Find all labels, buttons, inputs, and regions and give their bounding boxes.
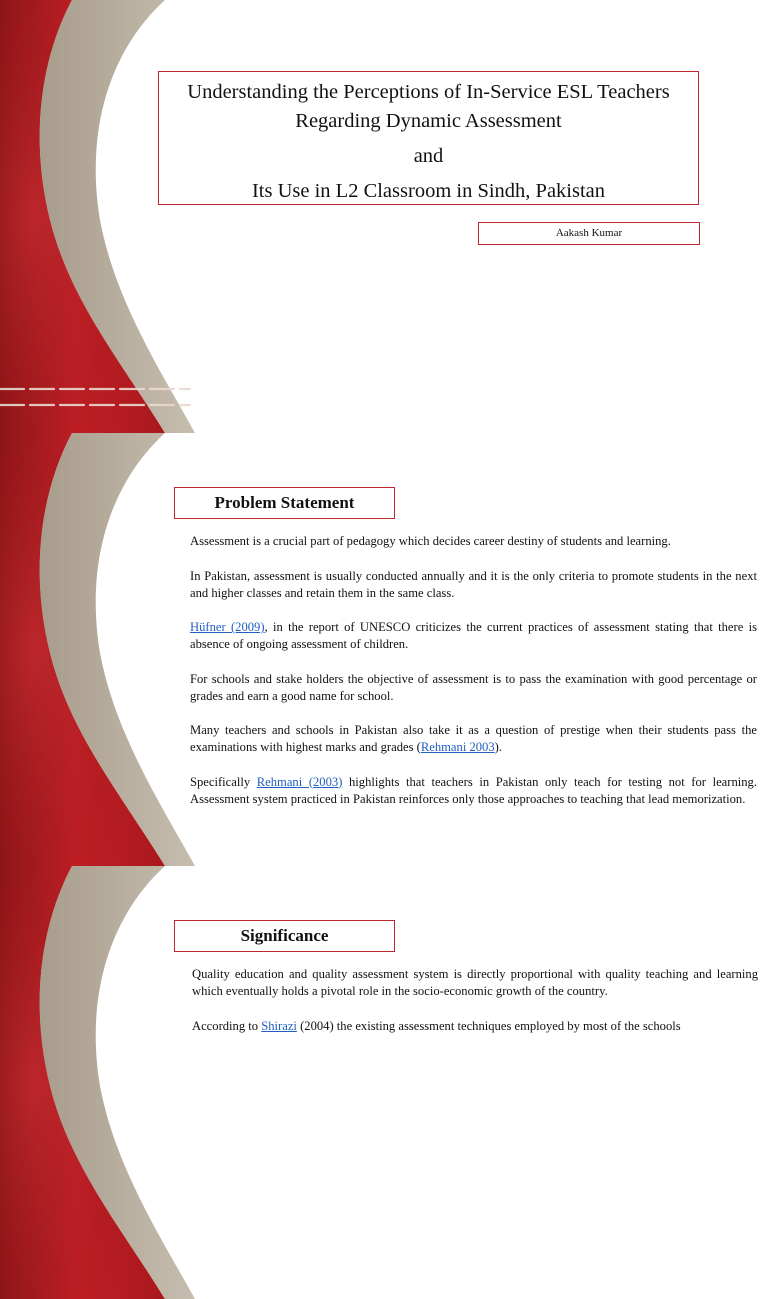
slide-significance [0,866,768,1033]
paragraph [192,1018,758,1035]
author-box: Aakash Kumar [478,222,700,245]
significance-body [192,966,758,1052]
paragraph: In Pakistan, assessment is usually conducted annually and it is the only criteria to promote students in the next and higher classes and retain them in the same class. [190,568,757,600]
citation-link-shirazi[interactable]: Shirazi [261,1018,297,1033]
paragraph-text: Specifically [190,774,257,789]
paragraph: For schools and stake holders the objective of assessment is to pass the examination with good percentage or grades and earn a good name for school. [190,671,757,703]
paragraph: Quality education and quality assessment system is directly proportional with quality teaching and learning which eventually holds a pivotal role in the socio-economic growth of the country. [192,967,758,998]
section-heading: Problem Statement [174,487,395,519]
paragraph-text: ). [494,740,502,754]
paragraph-text: Many teachers and schools in Pakistan also take it as a question of prestige when their students pass the examinations with highest marks and grades ( [190,723,757,754]
citation-link-rehmani[interactable]: Rehmani (2003) [256,774,343,789]
citation-link-hufner[interactable]: Hüfner [190,620,226,634]
paragraph-text: , in the report of UNESCO criticizes the current practices of assessment stating that there is absence of ongoing assessment of children. [190,620,757,651]
paragraph [190,774,757,808]
slide-problem-statement [0,433,768,866]
citation-link-rehmani[interactable]: Rehmani 2003 [420,740,495,754]
title-box [158,71,699,205]
paragraph-text: According to [192,1018,262,1033]
paragraph [190,722,757,756]
slide-title [0,0,768,433]
paragraph: Assessment is a crucial part of pedagogy which decides career destiny of students and learning. [190,534,671,548]
title-line-4: Its Use in L2 Classroom in Sindh, Pakistan [251,180,606,202]
section-heading: Significance [174,920,395,952]
title-line-2: Regarding Dynamic Assessment [295,110,562,132]
citation-link-year[interactable]: (2009) [225,620,265,634]
paragraph [190,619,757,653]
paragraph-text: highlights that teachers in Pakistan only teach for testing not for learning. Assessment system practiced in Pakistan reinforces only those approaches to teaching that lead memorization. [190,774,757,806]
title-line-1: Understanding the Perceptions of In-Service ESL Teachers [187,81,670,103]
paragraph-text: (2004) the existing assessment techniques employed by most of the schools [296,1018,681,1033]
title-line-and: and [413,145,444,167]
slide-background-swoosh [0,0,768,433]
problem-statement-body [190,533,757,825]
